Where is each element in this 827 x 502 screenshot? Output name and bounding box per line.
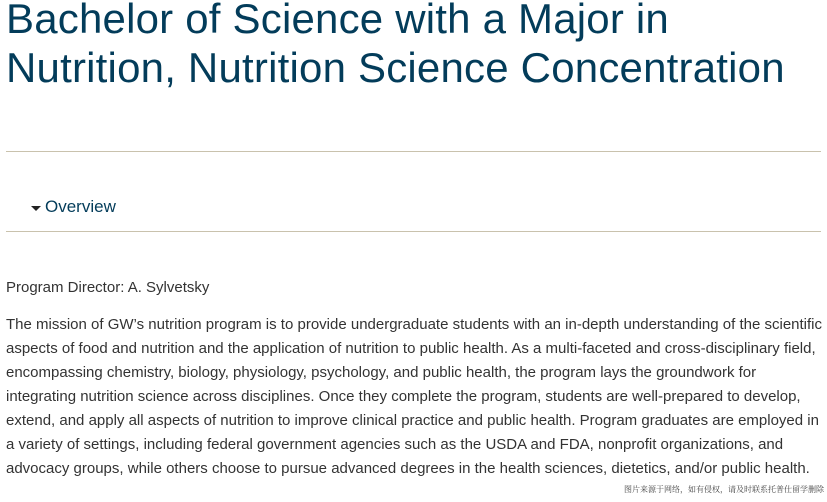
overview-divider bbox=[6, 231, 821, 232]
page-title: Bachelor of Science with a Major in Nutrition, Nutrition Science Concentration bbox=[6, 0, 785, 91]
caret-down-icon bbox=[31, 206, 41, 211]
title-divider bbox=[6, 151, 821, 152]
program-director: Program Director: A. Sylvetsky bbox=[6, 279, 210, 296]
overview-label: Overview bbox=[45, 197, 116, 216]
program-description: The mission of GW’s nutrition program is to provide undergraduate students with an in-depth understanding of the scientific aspects of food and nutrition and the application of nutrition to public health. As a multi-faceted and cross-disciplinary field, encompassing chemistry, biology, physiology, psychology, and public health, the program lays the groundwork for integrating nutrition science across disciplines. Once they complete the program, students are well-prepared to develop, extend, and apply all aspects of nutrition to improve clinical practice and public health. Program graduates are employed in a variety of settings, including federal government agencies such as the USDA and FDA, nonprofit organizations, and advocacy groups, while others choose to pursue advanced degrees in the health sciences, dietetics, and/or public health. bbox=[6, 316, 822, 477]
image-source-watermark: 图片来源于网络，如有侵权，请及时联系托普仕留学删除 bbox=[624, 485, 824, 494]
overview-toggle[interactable] bbox=[31, 196, 116, 218]
